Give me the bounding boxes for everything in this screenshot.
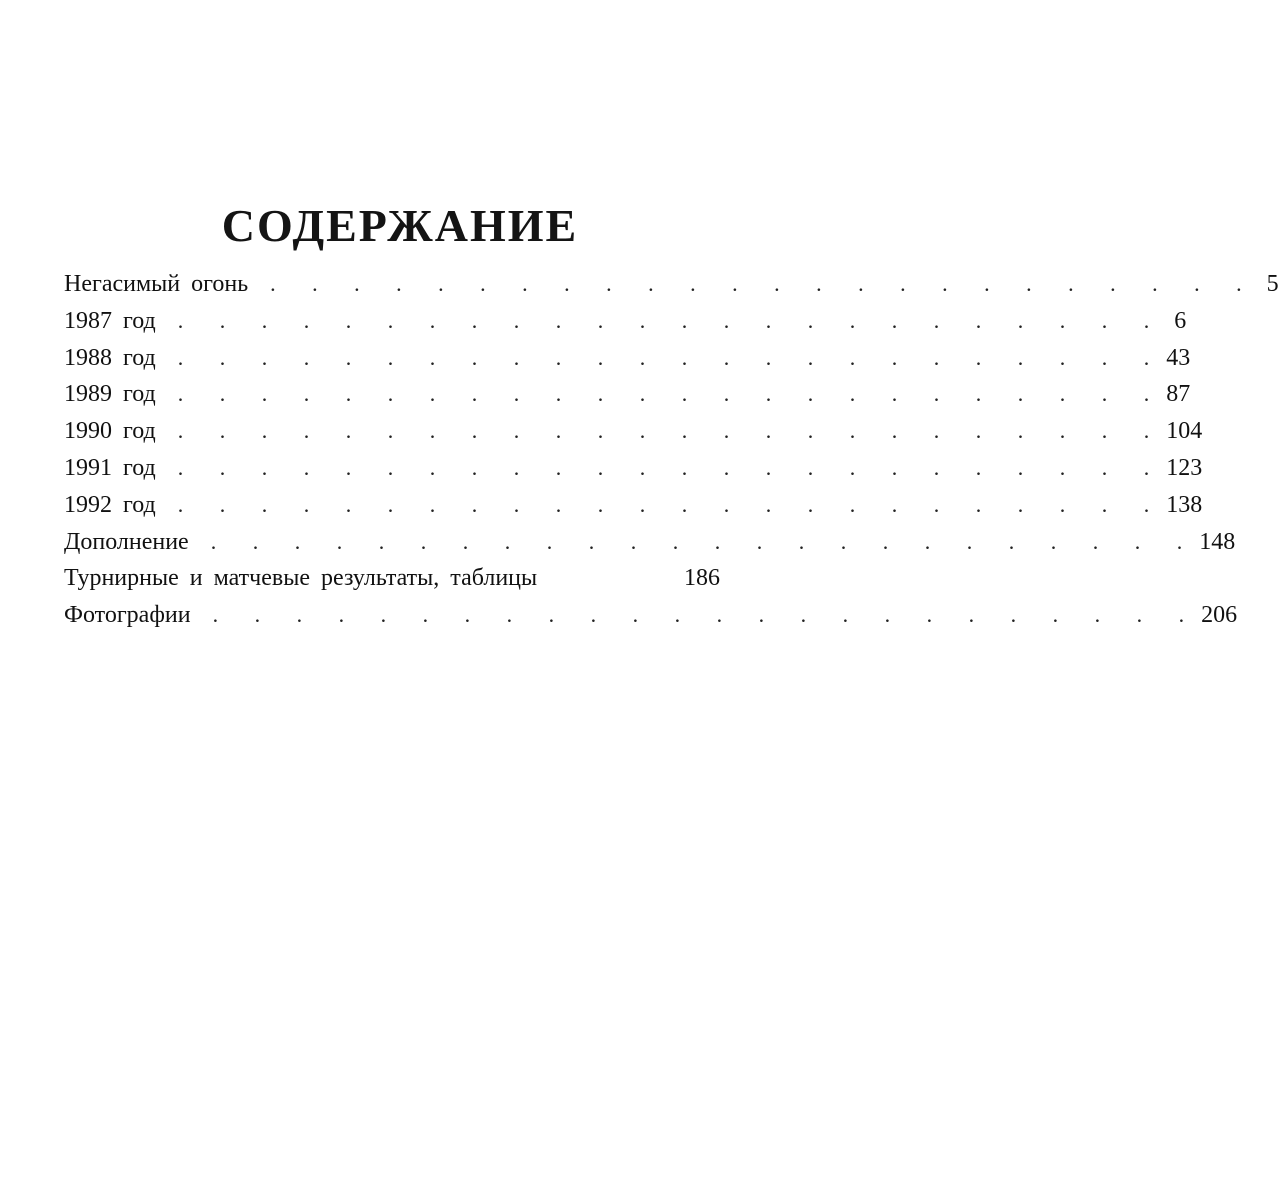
dot-leader: . . . . . . . . . . . . . . . . . . . . . . . . xyxy=(270,271,1255,296)
dot-leader: . . . . . . . . . . . . . . . . . . . . . . . . xyxy=(177,454,1163,480)
dot-leader: . . . . . . . . . . . . . . . . . . . . . . . . xyxy=(177,491,1163,517)
toc-entry xyxy=(64,560,720,597)
toc-entry-page: 206 xyxy=(1201,602,1238,629)
dot-leader: . . . . . . . . . . . . . . . . . . . . . . . . xyxy=(177,344,1163,370)
toc-entry-label: 1987 год xyxy=(64,307,156,334)
toc-entry xyxy=(64,266,1279,303)
toc-entry-page: 148 xyxy=(1199,528,1236,555)
toc-entry-label: 1989 год xyxy=(64,381,156,408)
toc-entry-page: 138 xyxy=(1166,491,1203,518)
toc-entry-label: 1990 год xyxy=(64,418,156,445)
toc-entry xyxy=(64,450,1203,487)
toc-entry xyxy=(64,303,1187,340)
toc-entry-label: Дополнение xyxy=(64,528,189,555)
toc-entry-page: 6 xyxy=(1174,307,1187,334)
toc-entry xyxy=(64,413,1203,450)
toc-entry-page: 5 xyxy=(1266,271,1279,297)
page-title: СОДЕРЖАНИЕ xyxy=(221,200,579,251)
toc-entry-page: 104 xyxy=(1166,418,1203,445)
toc-entry-page: 43 xyxy=(1166,344,1191,371)
toc-entry-label: 1991 год xyxy=(64,454,156,481)
toc-entry-label: 1988 год xyxy=(64,344,156,371)
toc-entry-label: Негасимый огонь xyxy=(64,271,249,297)
table-of-contents xyxy=(64,266,1279,634)
toc-entry xyxy=(64,376,1191,413)
toc-entry xyxy=(64,340,1191,377)
dot-leader: . . . . . . . . . . . . . . . . . . . . . . . . xyxy=(177,381,1163,407)
toc-entry-label: Турнирные и матчевые результаты, таблицы xyxy=(64,565,538,592)
dot-leader: . . . . . . . . . . . . . . . . . . . . . . . . xyxy=(212,602,1198,628)
toc-entry xyxy=(64,597,1238,634)
dot-leader: . . . . . . . . . . . . . . . . . . . . . . . . xyxy=(177,307,1163,333)
toc-entry-page: 186 xyxy=(684,565,720,592)
toc-entry-page: 123 xyxy=(1166,454,1203,481)
dot-leader: . . . . . . . . . . . . . . . . . . . . . . . . xyxy=(177,418,1163,444)
toc-entry xyxy=(64,487,1203,524)
dot-leader: . . . . . . . . . . . . . . . . . . . . . . . . xyxy=(210,528,1196,554)
toc-entry xyxy=(64,524,1236,561)
toc-entry-page: 87 xyxy=(1166,381,1191,408)
toc-entry-label: 1992 год xyxy=(64,491,156,518)
toc-entry-label: Фотографии xyxy=(64,602,191,629)
